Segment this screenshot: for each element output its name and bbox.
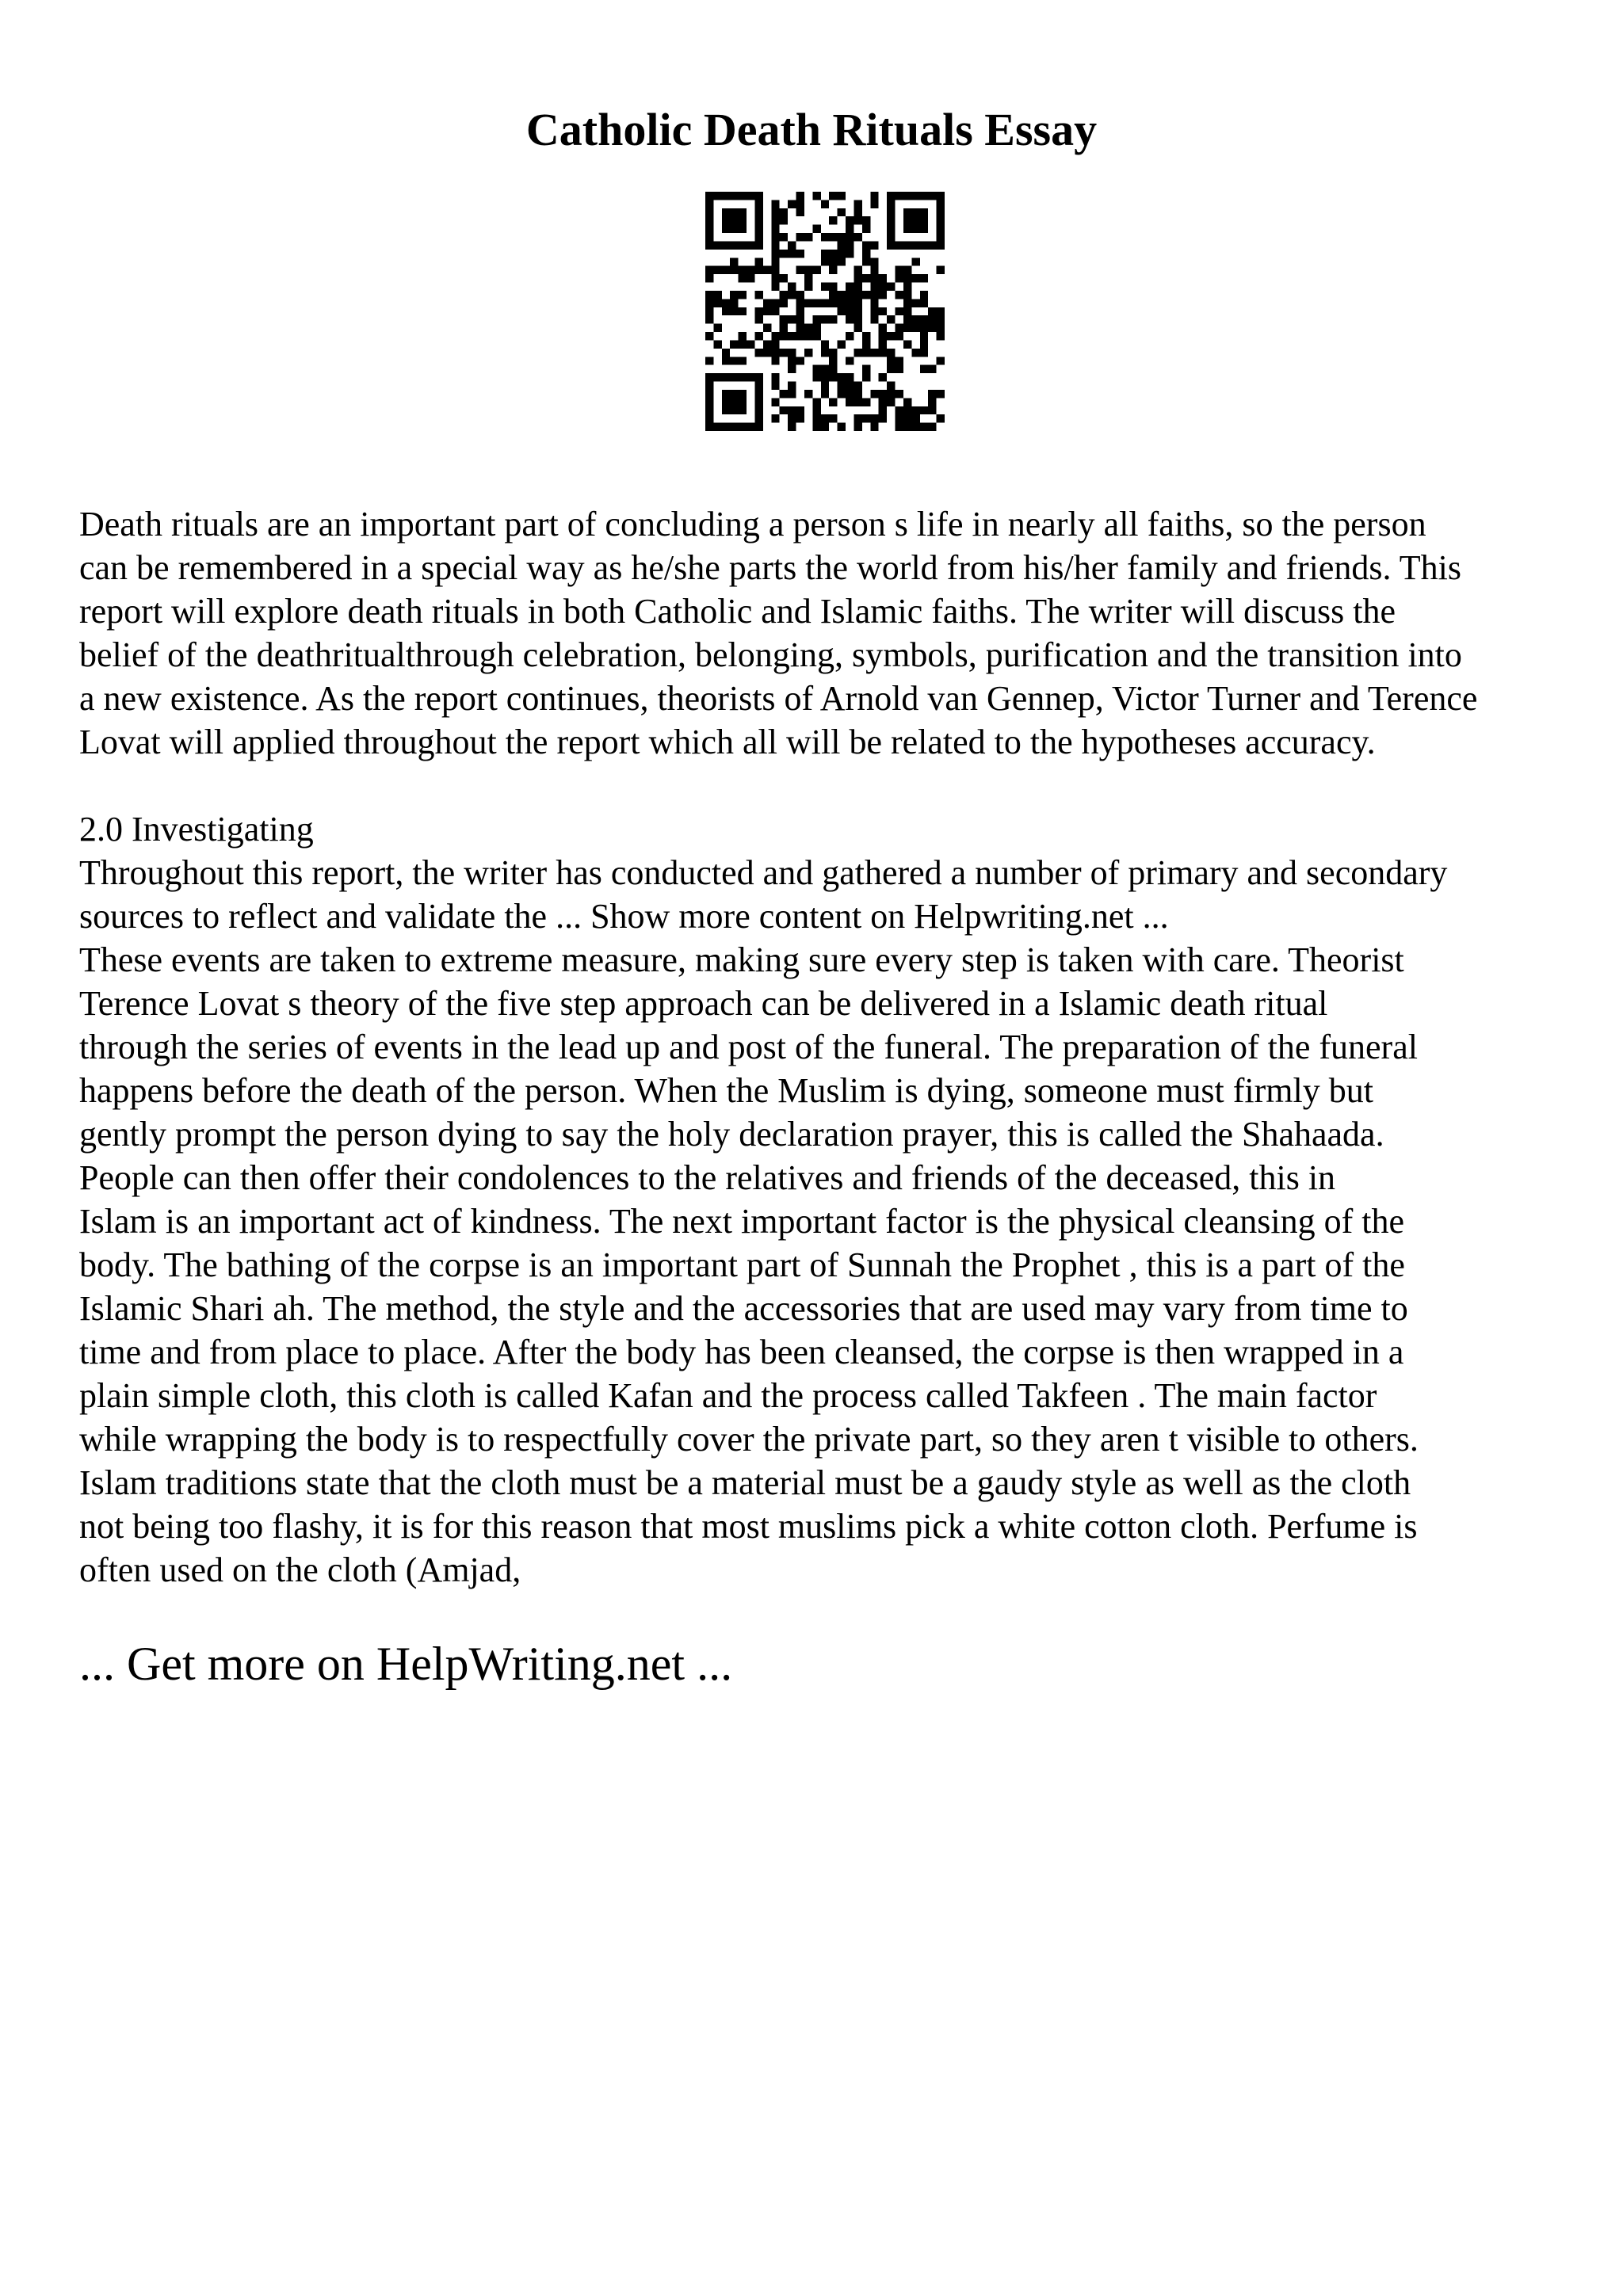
- section-heading: 2.0 Investigating: [79, 810, 314, 849]
- text-line: not being too flashy, it is for this reason that most muslims pick a white cotton cloth. Perfume is: [79, 1507, 1418, 1546]
- get-more-link[interactable]: ... Get more on HelpWriting.net ...: [79, 1638, 733, 1690]
- text-line: gently prompt the person dying to say the holy declaration prayer, this is called the Shahaada.: [79, 1115, 1384, 1154]
- text-line: People can then offer their condolences to the relatives and friends of the deceased, this in: [79, 1158, 1336, 1197]
- text-line: sources to reflect and validate the ... Show more content on Helpwriting.net ...: [79, 897, 1169, 936]
- text-line: belief of the deathritualthrough celebration, belonging, symbols, purification and the transition into: [79, 635, 1462, 674]
- text-line: body. The bathing of the corpse is an important part of Sunnah the Prophet , this is a part of the: [79, 1245, 1405, 1284]
- section-paragraph: [79, 851, 1601, 1592]
- text-line: Islamic Shari ah. The method, the style and the accessories that are used may vary from time to: [79, 1289, 1408, 1328]
- text-line: through the series of events in the lead up and post of the funeral. The preparation of the funeral: [79, 1028, 1418, 1066]
- text-line: Terence Lovat s theory of the five step approach can be delivered in a Islamic death ritual: [79, 984, 1328, 1023]
- intro-paragraph: [79, 502, 1601, 764]
- text-line: happens before the death of the person. When the Muslim is dying, someone must firmly but: [79, 1071, 1373, 1110]
- text-line: Islam is an important act of kindness. The next important factor is the physical cleansing of the: [79, 1202, 1404, 1241]
- text-line: report will explore death rituals in both Catholic and Islamic faiths. The writer will discuss the: [79, 592, 1396, 631]
- paragraph-gap: [79, 764, 1601, 807]
- text-line: Lovat will applied throughout the report which all will be related to the hypotheses accuracy.: [79, 723, 1376, 761]
- text-line: Throughout this report, the writer has conducted and gathered a number of primary and secondary: [79, 853, 1448, 892]
- text-line: can be remembered in a special way as he/she parts the world from his/her family and friends. This: [79, 548, 1461, 587]
- text-line: plain simple cloth, this cloth is called Kafan and the process called Takfeen . The main factor: [79, 1376, 1377, 1415]
- qr-code-icon: [705, 192, 945, 431]
- essay-body: [79, 502, 1601, 1592]
- page-title: Catholic Death Rituals Essay: [525, 104, 1098, 155]
- text-line: Death rituals are an important part of concluding a person s life in nearly all faiths, so the person: [79, 505, 1426, 543]
- text-line: Islam traditions state that the cloth must be a material must be a gaudy style as well as the cloth: [79, 1463, 1411, 1502]
- text-line: These events are taken to extreme measure, making sure every step is taken with care. Theorist: [79, 940, 1404, 979]
- text-line: while wrapping the body is to respectfully cover the private part, so they aren t visible to others.: [79, 1420, 1419, 1459]
- text-line: time and from place to place. After the body has been cleansed, the corpse is then wrapped in a: [79, 1333, 1404, 1371]
- text-line: often used on the cloth (Amjad,: [79, 1550, 521, 1589]
- text-line: a new existence. As the report continues, theorists of Arnold van Gennep, Victor Turner and Terence: [79, 679, 1478, 718]
